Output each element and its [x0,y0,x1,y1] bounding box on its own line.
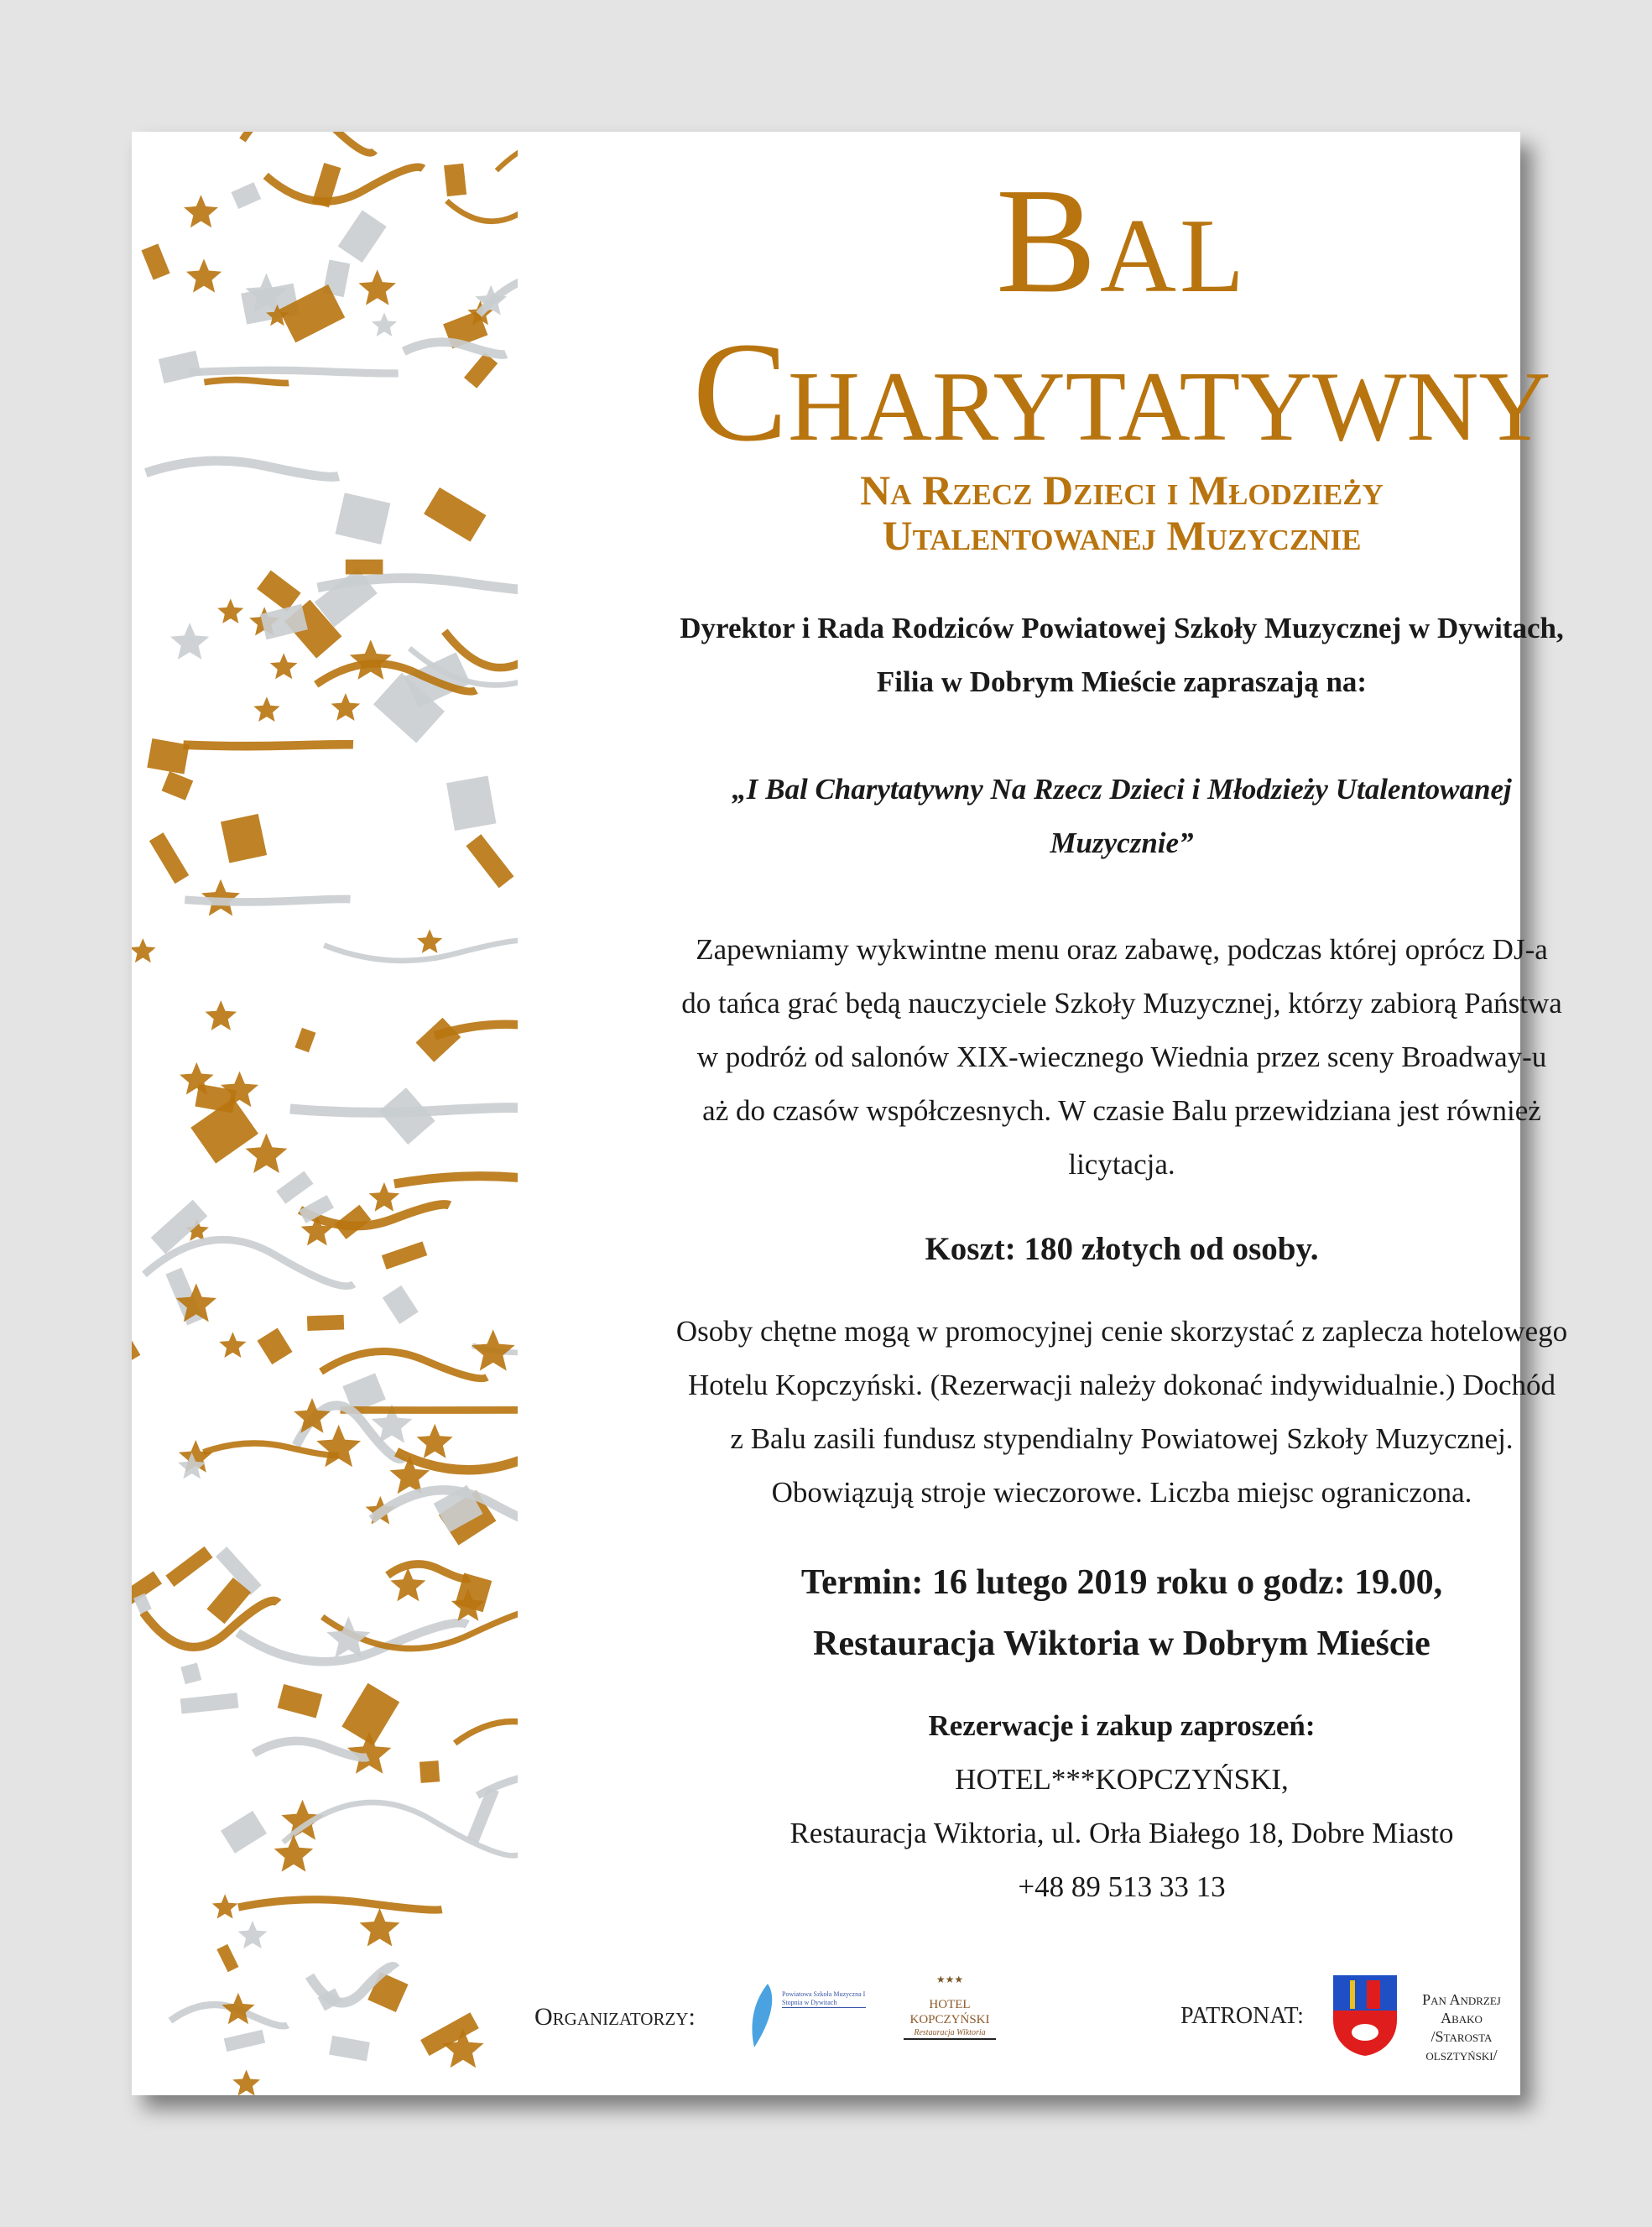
info-line: Osoby chętne mogą w promocyjnej cenie skorzystać z zaplecza hotelowego [675,1315,1568,1348]
ribbon [404,342,506,355]
star-icon [274,1834,314,1871]
star-icon [232,2070,260,2096]
confetti-piece [466,834,513,888]
star-icon [372,312,397,336]
title-line1: Bal [995,157,1248,324]
school-logo [744,1982,870,2049]
star-icon [246,1134,288,1174]
star-icon [132,938,156,962]
coat-of-arms-icon [1332,1974,1399,2057]
star-icon [360,1908,400,1947]
confetti-piece [257,1328,292,1365]
description-line: w podróż od salonów XIX-wiecznego Wiednia przez sceny Broadway-u [696,1040,1547,1073]
stars-icon: ★★★ [935,1974,964,1985]
cost: Koszt: 180 złotych od osoby. [925,1231,1319,1267]
ribbon [238,1900,442,1910]
term-venue: Restauracja Wiktoria w Dobrym Mieście [813,1625,1431,1663]
ribbon [189,370,399,373]
ribbon [184,744,353,746]
ribbon [204,380,289,383]
confetti-piece [159,351,201,383]
patron-line1: Pan Andrzej Abako [1422,1991,1501,2026]
ribbon [388,1564,469,1579]
description [602,923,1642,1192]
confetti-piece [180,1692,239,1713]
patron-name [1415,1990,1508,2064]
confetti-piece [346,560,383,575]
star-icon [316,1425,361,1467]
ribbon [290,1108,518,1113]
confetti-piece [424,488,486,542]
confetti-piece [132,1331,140,1365]
intro-line1: Dyrektor i Rada Rodziców Powiatowej Szkoły Muzycznej w Dywitach, [680,612,1564,644]
term-date: Termin: 16 lutego 2019 roku o godz: 19.00, [800,1563,1443,1602]
description-line: aż do czasów współczesnych. W czasie Balu przewidziana jest również [702,1094,1541,1127]
confetti-piece [338,210,387,263]
confetti-piece [231,182,261,209]
hotel-logo [904,1974,996,2057]
title-line2: Charytatywny [692,313,1551,471]
ribbon [446,194,518,222]
confetti-piece [307,1315,344,1331]
ribbon [203,1443,339,1455]
ribbon [324,940,518,961]
star-icon [206,1000,237,1030]
hotel-logo-line3: Restauracja Wiktoria [904,2027,996,2040]
confetti-piece [329,2036,370,2061]
confetti-piece [335,493,390,545]
description-line: do tańca grać będą nauczyciele Szkoły Muzycznej, którzy zabiorą Państwa [681,987,1562,1020]
description-line: Zapewniamy wykwintne menu oraz zabawę, podczas której oprócz DJ-a [696,933,1548,966]
ribbon [266,167,424,201]
ribbon [242,132,374,153]
reservation-hotel: HOTEL***KOPCZYŃSKI, [955,1763,1289,1796]
reservation-address: Restauracja Wiktoria, ul. Orła Białego 18, Dobre Miasto [790,1817,1454,1849]
confetti-piece [221,1811,267,1854]
patron-line2: /Starosta olsztyński/ [1425,2028,1498,2063]
school-logo-text: Powiatowa Szkoła Muzyczna I Stopnia w Dywitach [782,1990,866,2006]
confetti-piece [464,352,498,389]
patron-label: PATRONAT: [1180,2003,1304,2029]
event-name [602,763,1642,870]
confetti-piece [221,814,267,863]
confetti-piece [190,1098,258,1163]
confetti-piece [149,832,189,884]
confetti-piece [224,2030,265,2052]
star-icon [237,1921,267,1948]
star-icon [217,598,243,623]
hotel-logo-line1: HOTEL [929,1998,971,2011]
star-icon [294,1398,331,1433]
star-icon [170,623,209,660]
event-name-line2: Muzycznie” [1050,827,1194,859]
event-name-line1: „I Bal Charytatywny Na Rzecz Dzieci i Młodzieży Utalentowanej [732,773,1512,806]
star-icon [358,269,396,305]
ribbon [497,136,518,181]
subtitle-line1: Na Rzecz Dzieci i Młodzieży [860,467,1384,514]
ribbon [146,461,339,477]
star-icon [186,258,221,292]
feather-icon [744,1982,778,2049]
star-icon [417,1424,453,1458]
confetti-piece [276,1171,313,1203]
ribbon [321,1351,487,1378]
reservation-phone: +48 89 513 33 13 [1018,1870,1226,1903]
info-line: Hotelu Kopczyński. (Rezerwacji należy dokonać indywidualnie.) Dochód [687,1369,1556,1401]
subtitle [602,467,1642,558]
confetti-piece [341,1683,399,1746]
ribbon [394,1176,518,1187]
hotel-logo-line2: KOPCZYŃSKI [909,2013,990,2026]
organizers-label: Organizatorzy: [534,2003,696,2031]
reservation [602,1699,1642,1914]
confetti-piece [383,1286,419,1324]
star-icon [219,1332,246,1358]
star-icon [212,1894,238,1918]
confetti-piece [446,776,496,831]
ribbon [185,899,350,901]
confetti-piece [141,243,169,279]
star-icon [417,929,442,953]
reservation-heading: Rezerwacje i zakup zaproszeń: [928,1709,1316,1742]
confetti-piece [257,571,301,612]
confetti-piece [416,1018,461,1062]
confetti-piece [420,1760,440,1783]
subtitle-line2: Utalentowanej Muzycznie [882,512,1362,559]
confetti-piece [162,771,194,801]
ribbon [455,1722,518,1751]
confetti-piece [216,1944,238,1972]
info-line: z Balu zasili fundusz stypendialny Powiatowej Szkoły Muzycznej. [730,1422,1514,1455]
star-icon [221,1993,254,2024]
info [602,1305,1642,1520]
term [602,1552,1642,1675]
invitation-poster [132,132,1568,2095]
confetti-piece [165,1546,212,1587]
confetti-piece [444,164,466,196]
description-line: licytacja. [1068,1148,1175,1181]
confetti-piece [294,1028,315,1052]
star-icon [270,653,298,679]
confetti-piece [147,738,189,774]
intro [602,602,1642,709]
star-icon [331,693,361,721]
confetti-piece [382,1241,427,1269]
confetti-piece [278,1684,323,1718]
footer [534,1974,1508,2066]
star-icon [184,195,218,227]
confetti-decoration [132,132,518,2095]
star-icon [472,1329,515,1370]
confetti-piece [180,1663,201,1685]
star-icon [253,696,279,722]
ribbon [397,1446,518,1469]
star-icon [350,639,392,680]
intro-line2: Filia w Dobrym Mieście zapraszają na: [876,665,1368,698]
info-line: Obowiązują stroje wieczorowe. Liczba miejsc ograniczona. [771,1476,1472,1509]
